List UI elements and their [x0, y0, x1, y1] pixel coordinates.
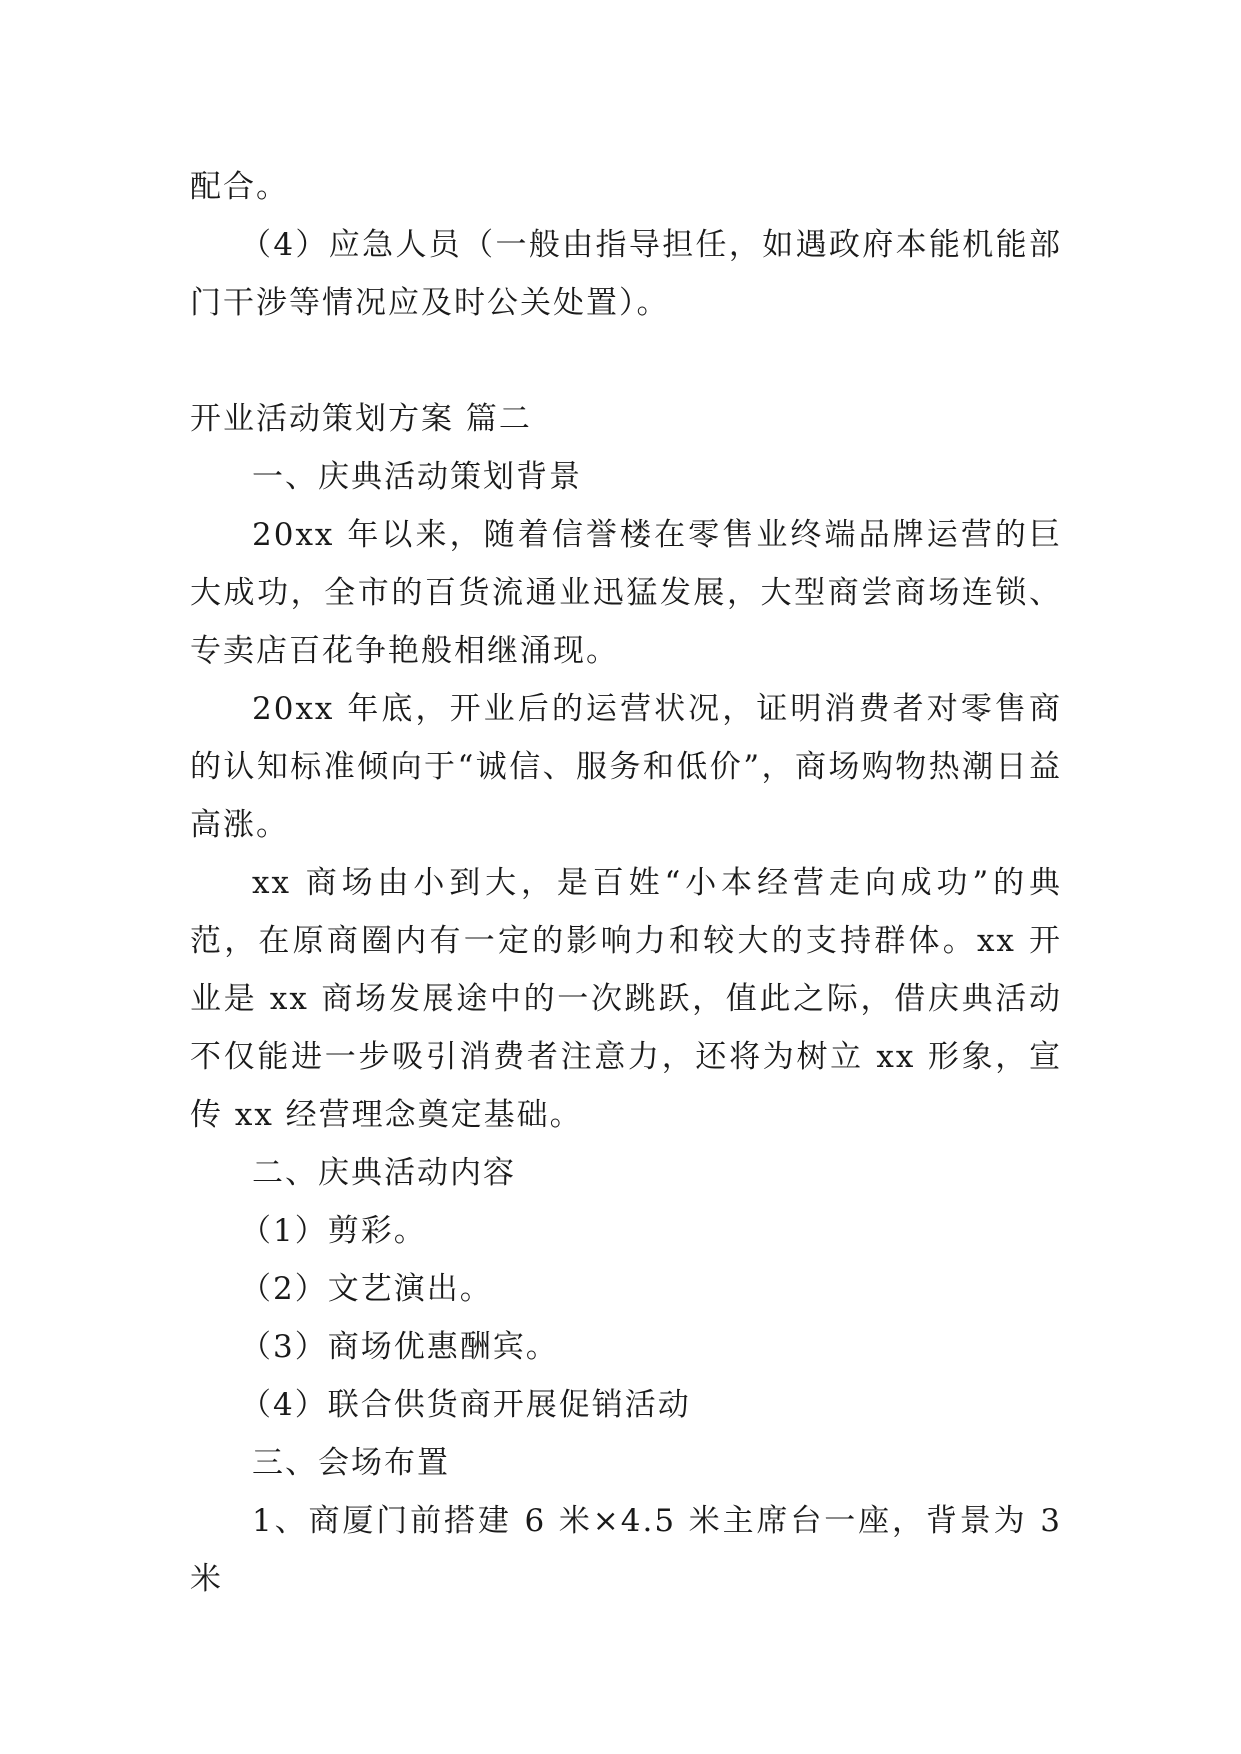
paragraph-venue-1: 1、商厦门前搭建 6 米×4.5 米主席台一座，背景为 3 米 [190, 1503, 1062, 1597]
list-item-discount: （3）商场优惠酬宾。 [240, 1329, 559, 1365]
heading-background: 一、庆典活动策划背景 [252, 459, 582, 495]
heading-venue: 三、会场布置 [252, 1445, 450, 1481]
list-item-promotion: （4）联合供货商开展促销活动 [240, 1387, 691, 1423]
paragraph-background-1: 20xx 年以来，随着信誉楼在零售业终端品牌运营的巨大成功，全市的百货流通业迅猛发展，大型商尝商场连锁、专卖店百花争艳般相继涌现。 [190, 517, 1062, 669]
heading-content: 二、庆典活动内容 [252, 1155, 516, 1191]
paragraph-background-3: xx 商场由小到大，是百姓“小本经营走向成功”的典范，在原商圈内有一定的影响力和较大的支持群体。xx 开业是 xx 商场发展途中的一次跳跃，值此之际，借庆典活动不仅能进一步吸引消费者注意力，还将为树立 xx 形象，宣传 xx 经营理念奠定基础。 [190, 865, 1062, 1133]
paragraph-emergency-staff: （4）应急人员（一般由指导担任，如遇政府本能机能部门干涉等情况应及时公关处置）。 [190, 227, 1062, 321]
list-item-ribbon-cutting: （1）剪彩。 [240, 1213, 427, 1249]
paragraph-spacer [190, 332, 1062, 390]
list-item-performance: （2）文艺演出。 [240, 1271, 493, 1307]
section-title: 开业活动策划方案 篇二 [190, 401, 532, 437]
paragraph-continuation: 配合。 [190, 169, 289, 205]
paragraph-background-2: 20xx 年底，开业后的运营状况，证明消费者对零售商的认知标准倾向于“诚信、服务和低价”，商场购物热潮日益高涨。 [190, 691, 1062, 843]
document-body [190, 158, 1062, 1608]
